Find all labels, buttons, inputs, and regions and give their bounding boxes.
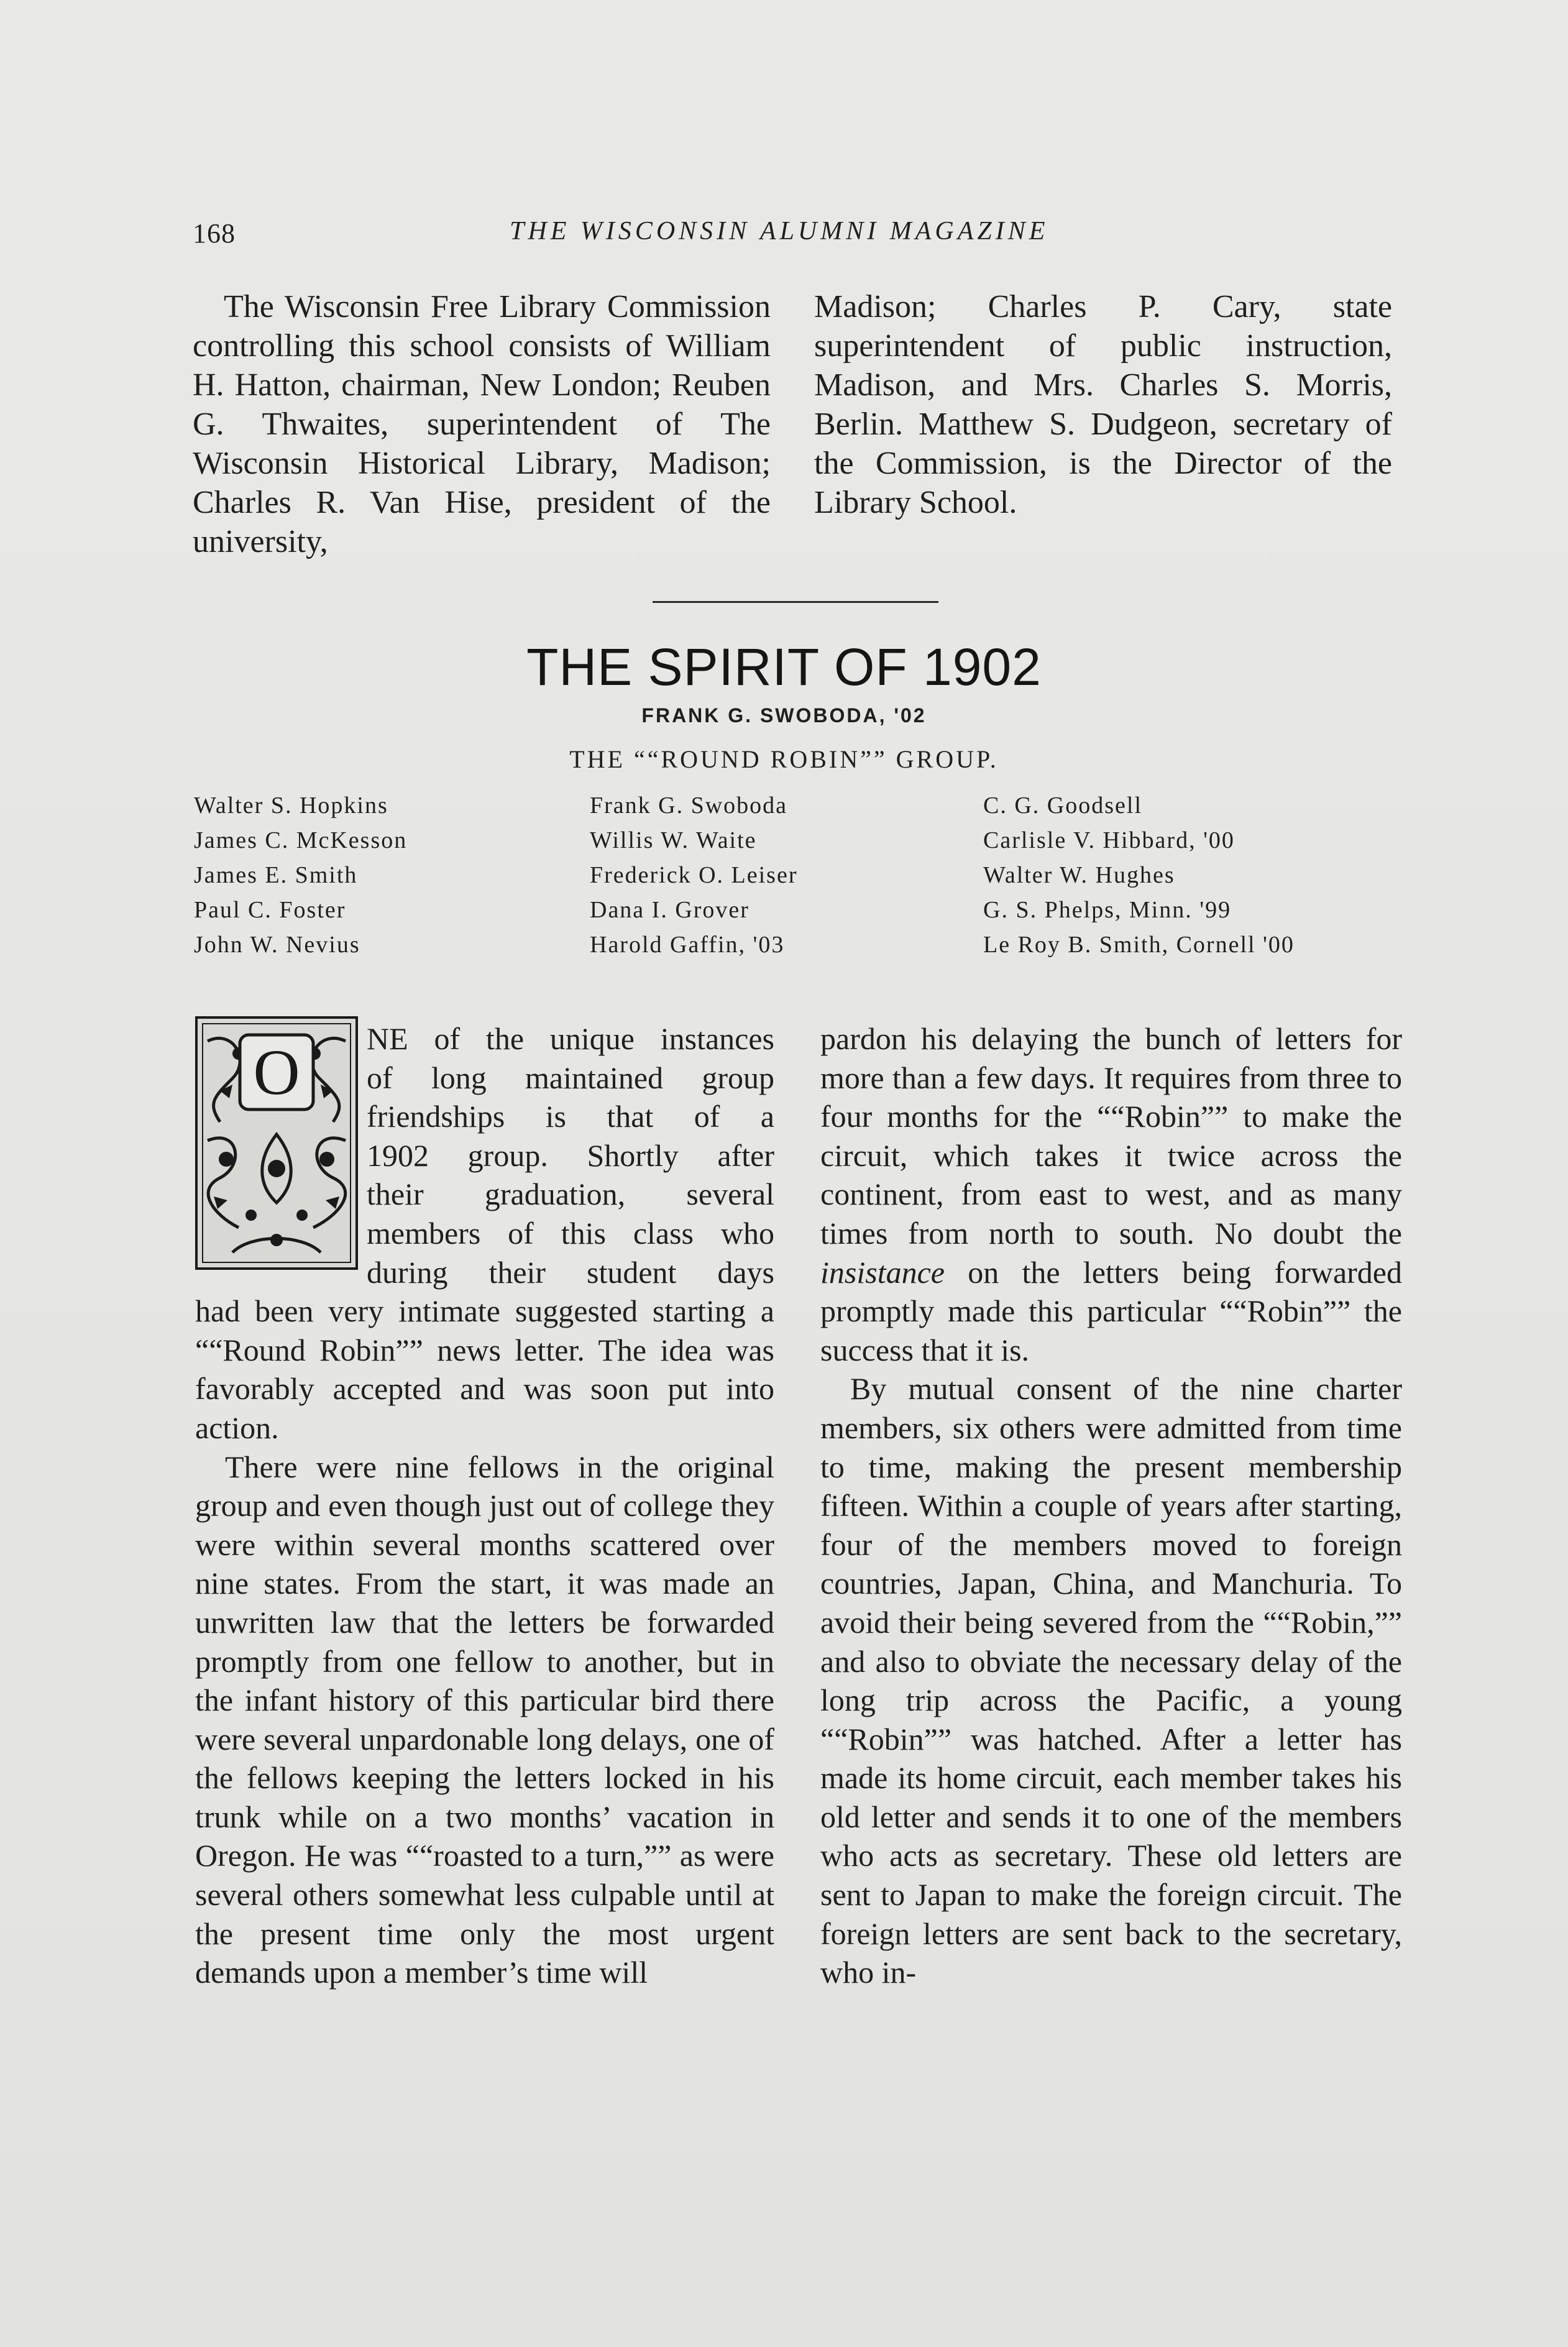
- roster-member: Paul C. Foster: [194, 897, 346, 923]
- roster-member: C. G. Goodsell: [983, 792, 1142, 819]
- roster-member: Le Roy B. Smith, Cornell '00: [983, 932, 1295, 958]
- paragraph: had been very intimate suggested starting a ““Round Robin”” news letter. The idea was favorably accepted and was soon put into action.: [195, 1293, 774, 1445]
- article-title: THE SPIRIT OF 1902: [526, 638, 1042, 696]
- lead-line: NE of the unique instances: [367, 1021, 774, 1056]
- running-header: [186, 211, 1411, 249]
- paragraph-text: on the letters being forwarded promptly made this particular ““Robin”” the success that it is.: [820, 1254, 1402, 1367]
- lead-line: their graduation, several: [367, 1177, 774, 1212]
- emphasized-word: insistance: [820, 1254, 945, 1290]
- roster-member: James C. McKesson: [194, 827, 408, 853]
- roster-column-2: [590, 788, 798, 962]
- roster-member: Walter W. Hughes: [983, 862, 1175, 888]
- roster-column-3: [983, 788, 1295, 962]
- drop-cap-letter: O: [253, 1037, 300, 1108]
- article-left-column: [195, 1019, 774, 1992]
- roster-member: Walter S. Hopkins: [194, 792, 388, 819]
- paragraph-text: pardon his delaying the bunch of letters for more than a few days. It requires from three to four months for the ““Robin”” to make the circuit, which takes it twice across the continent, from east to west, and as many times from north to south. No doubt the: [820, 1021, 1402, 1251]
- lead-line: of long maintained group: [367, 1060, 774, 1095]
- group-title: THE ““ROUND ROBIN”” GROUP.: [569, 745, 999, 773]
- page-number: 168: [193, 218, 236, 249]
- roster-column-1: [194, 788, 407, 962]
- roster-member: Carlisle V. Hibbard, '00: [983, 827, 1235, 853]
- lead-line: 1902 group. Shortly after: [367, 1137, 774, 1173]
- section-divider: [653, 601, 938, 603]
- magazine-title: THE WISCONSIN ALUMNI MAGAZINE: [510, 217, 1049, 246]
- roster-member: James E. Smith: [194, 862, 358, 888]
- roster-member: Frank G. Swoboda: [590, 792, 788, 819]
- paragraph: There were nine fellows in the original group and even though just out of college they were within several months scattered over nine states. From the start, it was made an unwritten law that the letters be forwarded promptly from one fellow to another, but in the infant history of this particular bird there were several unpardonable long delays, one of the fellows keeping the letters locked in his trunk while on a two months’ vacation in Oregon. He was ““roasted to a turn,”” as were several others somewhat less culpable until at the present time only the most urgent demands upon a member’s time will: [195, 1449, 774, 1990]
- roster-member: Dana I. Grover: [590, 897, 750, 923]
- continuation-left-column: The Wisconsin Free Library Commission controlling this school consists of William H. Hatton, chairman, New London; Reuben G. Thwaites, superintendent of The Wisconsin Historical Library, Madison; Charles R. Van Hise, president of the university,: [193, 289, 771, 559]
- roster-member: John W. Nevius: [194, 932, 360, 958]
- lead-line: friendships is that of a: [367, 1099, 774, 1134]
- lead-paragraph-opening: [367, 1019, 774, 1292]
- roster-member: Harold Gaffin, '03: [590, 932, 785, 958]
- paragraph: By mutual consent of the nine charter members, six others were admitted from time to time, making the present membership fifteen. Within a couple of years after starting, four of the members moved to foreign countries, Japan, China, and Manchuria. To avoid their being severed from the ““Robin,”” and also to obviate the necessary delay of the long trip across the Pacific, a young ““Robin”” was hatched. After a letter has made its home circuit, each member takes his old letter and sends it to one of the members who acts as secretary. These old letters are sent to Japan to make the foreign circuit. The foreign letters are sent back to the secretary, who in-: [820, 1371, 1402, 1990]
- article-byline: FRANK G. SWOBODA, '02: [641, 704, 927, 727]
- roster-member: G. S. Phelps, Minn. '99: [983, 897, 1232, 923]
- member-roster: [194, 788, 1412, 968]
- roster-member: Frederick O. Leiser: [590, 862, 798, 888]
- roster-member: Willis W. Waite: [590, 827, 757, 853]
- lead-line: members of this class who: [367, 1215, 774, 1251]
- continuation-right-column: Madison; Charles P. Cary, state superintendent of public instruction, Madison, and Mrs. Charles S. Morris, Berlin. Matthew S. Dudgeon, secretary of the Commission, is the Director of the Library School.: [814, 289, 1392, 520]
- article-right-column: [820, 1019, 1402, 1992]
- lead-line: during their student days: [367, 1254, 774, 1290]
- paragraph: [820, 1019, 1402, 1369]
- continuation-section: [193, 287, 1405, 561]
